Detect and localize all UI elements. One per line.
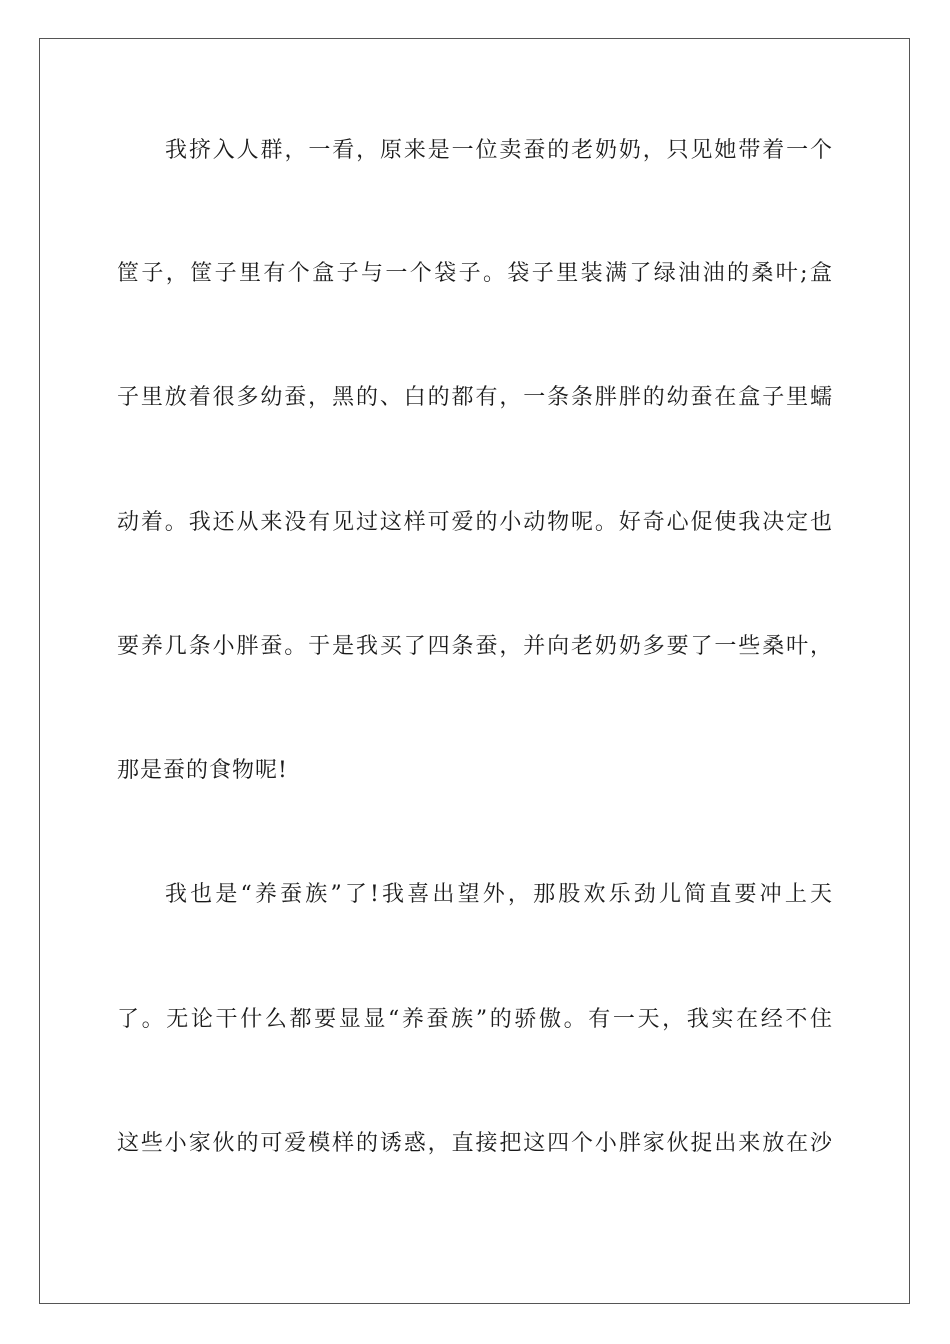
paragraph-2-line-3: 这些小家伙的可爱模样的诱惑，直接把这四个小胖家伙捉出来放在沙 <box>117 1131 833 1156</box>
paragraph-2-line-2: 了。无论干什么都要显显“养蚕族”的骄傲。有一天，我实在经不住 <box>117 1007 833 1032</box>
paragraph-1-line-1: 我挤入人群，一看，原来是一位卖蚕的老奶奶，只见她带着一个 <box>165 138 833 163</box>
paragraph-1-line-2: 筐子，筐子里有个盒子与一个袋子。袋子里装满了绿油油的桑叶;盒 <box>117 261 833 286</box>
page-border <box>39 38 910 1304</box>
paragraph-1-line-4: 动着。我还从来没有见过这样可爱的小动物呢。好奇心促使我决定也 <box>117 510 833 535</box>
paragraph-1-line-5: 要养几条小胖蚕。于是我买了四条蚕，并向老奶奶多要了一些桑叶， <box>117 634 833 659</box>
paragraph-2-line-1: 我也是“养蚕族”了!我喜出望外，那股欢乐劲儿简直要冲上天 <box>165 882 833 907</box>
paragraph-1-line-3: 子里放着很多幼蚕，黑的、白的都有，一条条胖胖的幼蚕在盒子里蠕 <box>117 385 833 410</box>
paragraph-1-line-6: 那是蚕的食物呢! <box>117 758 288 783</box>
